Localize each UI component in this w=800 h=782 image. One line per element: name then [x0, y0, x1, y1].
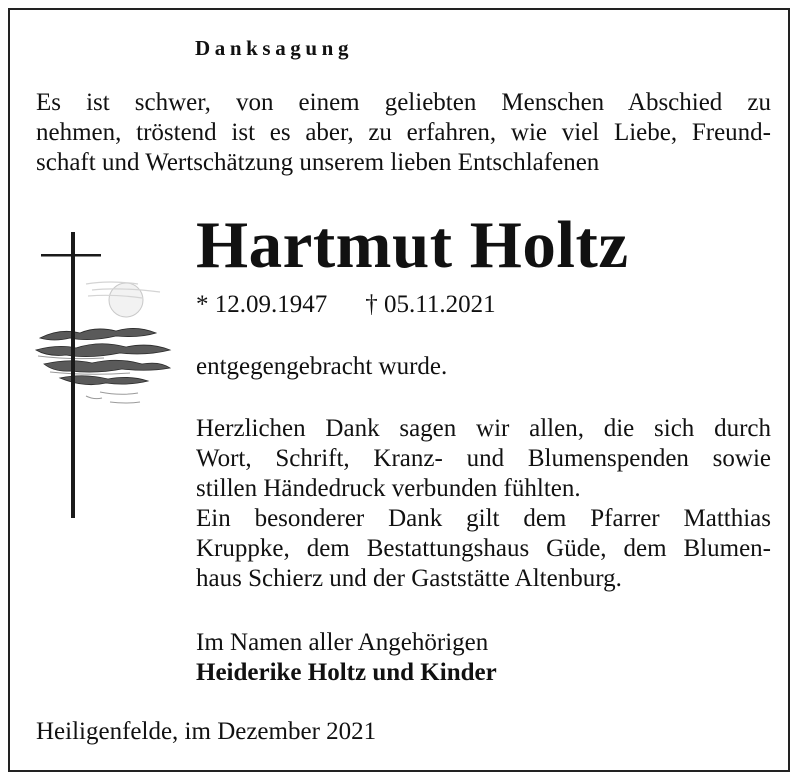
sun-icon — [109, 283, 143, 317]
thanks-line: Herzlichen Dank sagen wir allen, die sich durch — [196, 415, 771, 442]
thanks-line: stillen Händedruck verbunden fühlten. — [196, 475, 581, 502]
birth-date: * 12.09.1947 — [196, 291, 328, 318]
thanks-line: Kruppke, dem Bestattungshaus Güde, dem Blumen- — [196, 535, 771, 562]
signature-block — [196, 628, 771, 688]
cross-landscape-icon — [30, 232, 180, 522]
signature-intro: Im Namen aller Angehörigen — [196, 629, 489, 656]
cross-vertical — [71, 232, 75, 518]
intro-paragraph — [36, 88, 771, 178]
deceased-name: Hartmut Holtz — [196, 208, 629, 282]
continuation-line: entgegengebracht wurde. — [196, 353, 448, 380]
signers-name: Heiderike Holtz und Kinder — [196, 659, 497, 686]
cross-horizontal — [41, 254, 101, 257]
thanks-line: haus Schierz und der Gaststätte Altenburg. — [196, 565, 622, 592]
continuation-text — [196, 352, 771, 382]
obituary-card — [8, 8, 790, 772]
notice-title: Danksagung — [195, 36, 354, 60]
thanks-line: Ein besonderer Dank gilt dem Pfarrer Matthias — [196, 505, 771, 532]
death-date: † 05.11.2021 — [365, 291, 496, 318]
place-date: Heiligenfelde, im Dezember 2021 — [36, 718, 377, 745]
intro-line: schaft und Wertschätzung unserem lieben Entschlafenen — [36, 149, 600, 176]
thanks-line: Wort, Schrift, Kranz- und Blumenspenden sowie — [196, 445, 771, 472]
intro-line: nehmen, tröstend ist es aber, zu erfahren, wie viel Liebe, Freund- — [36, 119, 771, 146]
life-dates — [196, 290, 496, 320]
intro-line: Es ist schwer, von einem geliebten Menschen Abschied zu — [36, 89, 771, 116]
thanks-paragraph — [196, 414, 771, 594]
